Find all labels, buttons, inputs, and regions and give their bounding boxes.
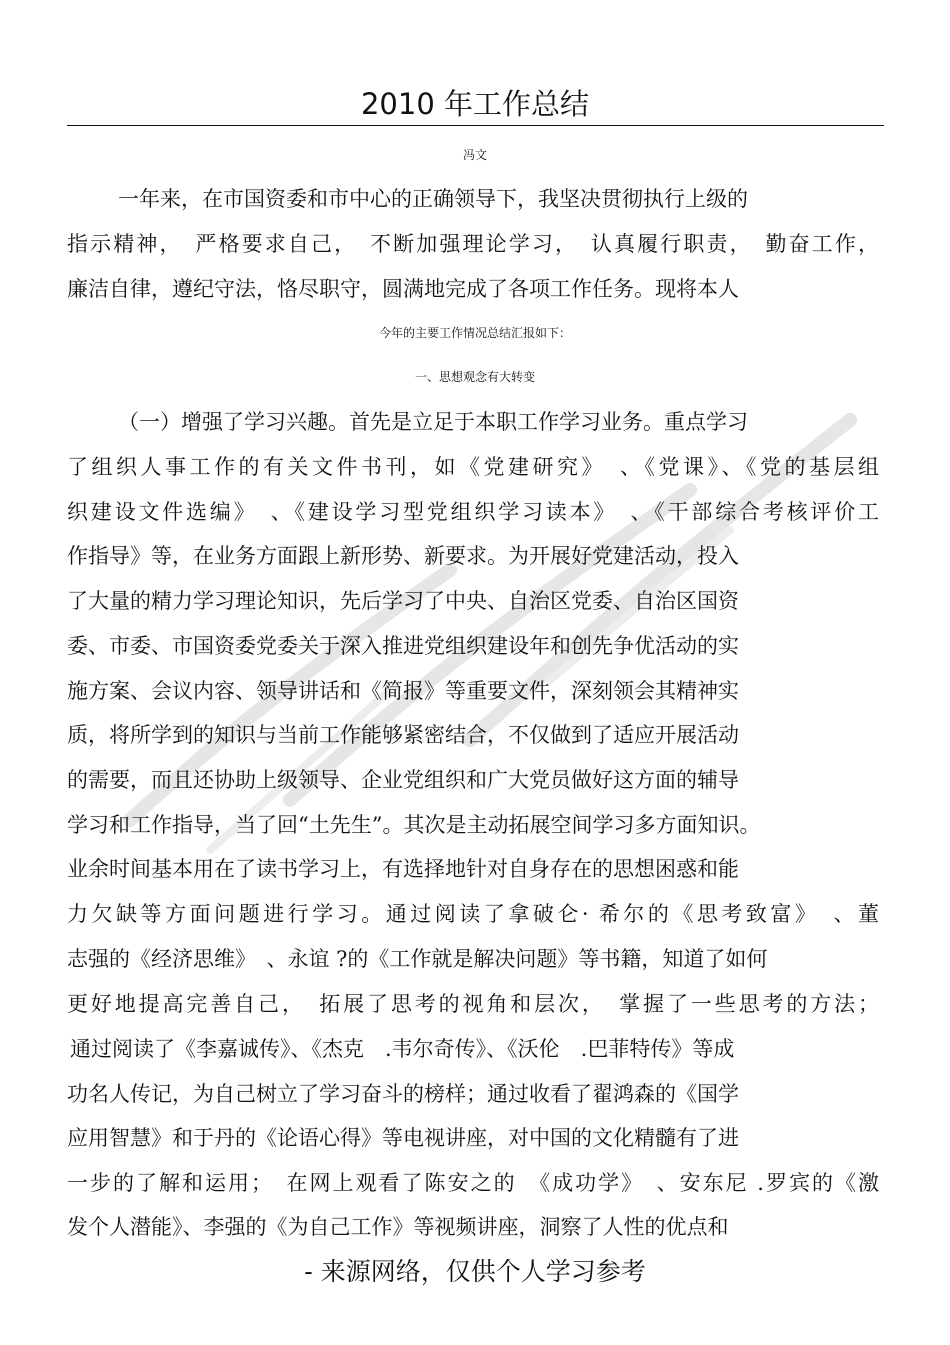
footer-note: - 来源网络，仅供个人学习参考 (304, 1257, 646, 1286)
body-line: 了大量的精力学习理论知识，先后学习了中央、自治区党委、自治区国资 (67, 589, 739, 613)
author-name: 冯文 (462, 148, 487, 162)
body-line: 功名人传记，为自己树立了学习奋斗的榜样；通过收看了翟鸿森的《国学 (67, 1082, 739, 1106)
body-line: 一步的了解和运用； 在网上观看了陈安之的 《成功学》 、安东尼 .罗宾的《激 (67, 1171, 879, 1195)
body-line: 今年的主要工作情况总结汇报如下： (378, 326, 571, 340)
document-title: 2010 年工作总结 (360, 87, 590, 121)
body-line: 力欠缺等方面问题进行学习。通过阅读了拿破仑· 希尔的《思考致富》 、董 (67, 902, 879, 926)
body-line: 学习和工作指导，当了回“土先生”。其次是主动拓展空间学习多方面知识。 (67, 813, 761, 837)
title-underline (67, 125, 884, 126)
body-line: 一年来，在市国资委和市中心的正确领导下，我坚决贯彻执行上级的 (118, 187, 748, 211)
section-heading: 一、思想观念有大转变 (414, 370, 535, 384)
body-line: 廉洁自律，遵纪守法，恪尽职守，圆满地完成了各项工作任务。现将本人 (67, 277, 739, 301)
body-line: 业余时间基本用在了读书学习上，有选择地针对自身存在的思想困惑和能 (67, 857, 739, 881)
body-line: 通过阅读了《李嘉诚传》、《杰克 .韦尔奇传》、《沃伦 .巴菲特传》等成 (70, 1037, 735, 1061)
body-line: 施方案、会议内容、领导讲话和《简报》等重要文件，深刻领会其精神实 (67, 679, 739, 703)
body-line: 更好地提高完善自己， 拓展了思考的视角和层次， 掌握了一些思考的方法； (67, 992, 879, 1016)
body-line: 的需要，而且还协助上级领导、企业党组织和广大党员做好这方面的辅导 (67, 768, 739, 792)
body-line: 应用智慧》和于丹的《论语心得》等电视讲座，对中国的文化精髓有了进 (67, 1126, 739, 1150)
body-line: 发个人潜能》、李强的《为自己工作》等视频讲座，洞察了人性的优点和 (67, 1215, 729, 1239)
body-line: 质，将所学到的知识与当前工作能够紧密结合，不仅做到了适应开展活动 (67, 723, 739, 747)
body-line: 作指导》等，在业务方面跟上新形势、新要求。为开展好党建活动，投入 (67, 544, 739, 568)
body-line: 织建设文件选编》 、《建设学习型党组织学习读本》 、《干部综合考核评价工 (67, 500, 879, 524)
body-line: （一）增强了学习兴趣。首先是立足于本职工作学习业务。重点学习 (118, 410, 748, 434)
body-line: 志强的《经济思维》 、永谊 ?的《工作就是解决问题》等书籍，知道了如何 (67, 947, 768, 971)
body-line: 委、市委、市国资委党委关于深入推进党组织建设年和创先争优活动的实 (67, 634, 739, 658)
body-line: 指示精神， 严格要求自己， 不断加强理论学习， 认真履行职责， 勤奋工作， (67, 232, 879, 256)
body-line: 了组织人事工作的有关文件书刊，如《党建研究》 、《党课》、《党的基层组 (67, 455, 879, 479)
